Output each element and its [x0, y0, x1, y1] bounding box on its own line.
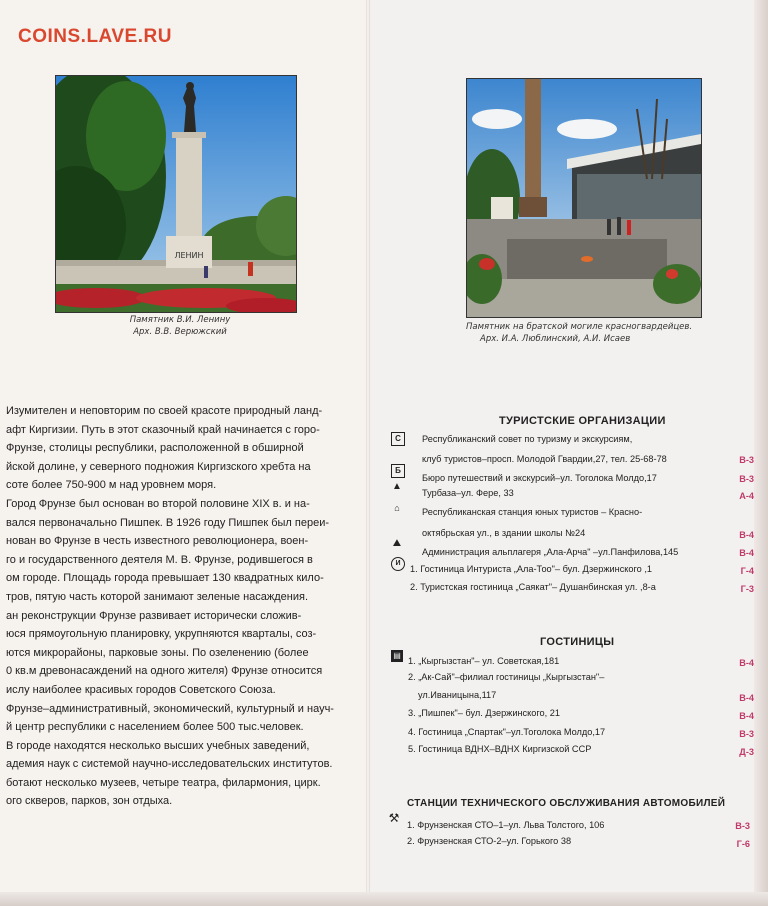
intro-line: тров, пятую часть которой занимают зеленые насаждения.	[6, 590, 309, 603]
intro-line: афт Киргизии. Путь в этот сказочный край начинается с горо-	[6, 423, 320, 436]
tent-icon: ▲	[392, 481, 402, 492]
intro-line: Фрунзе–административный, экономический, культурный и науч-	[6, 702, 334, 715]
tourist-org-1-grid: В-3	[739, 455, 754, 465]
tourist-org-5: Администрация альплагеря „Ала-Арча" –ул.Панфилова,145	[422, 547, 679, 557]
hotel-1: 1. „Кыргызстан"– ул. Советская,181	[408, 656, 560, 666]
tourist-org-4-line2: октябрьская ул., в здании школы №24	[422, 528, 586, 538]
intro-line: йской долине, у северного подножия Киргизского хребта на	[6, 460, 311, 473]
intro-line: вался первоначально Пишпек. В 1926 году Пишпек был переи-	[6, 516, 330, 529]
service-station-1-grid: В-3	[735, 821, 750, 831]
tourism-council-icon: C	[391, 432, 405, 446]
intro-line: Фрунзе, столицы республики, расположенной в обширной	[6, 442, 304, 455]
hotel-4-grid: В-3	[739, 729, 754, 739]
intro-text	[6, 402, 356, 811]
intro-line: Город Фрунзе был основан во второй половине XIX в. и на-	[6, 497, 310, 510]
memorial-image	[467, 79, 701, 317]
tourist-org-6: 1. Гостиница Интуриста „Ала-Тоо"– бул. Дзержинского ,1	[410, 564, 653, 574]
intro-line: го и государственного деятеля М. В. Фрунзе, родившегося в	[6, 553, 313, 566]
lenin-monument-image	[56, 76, 296, 312]
tourist-org-4-grid: В-4	[739, 530, 754, 540]
hotels-title: ГОСТИНИЦЫ	[540, 636, 615, 648]
intro-line: ан реконструкции Фрунзе развивает исторически сложив-	[6, 609, 302, 622]
lenin-photo-caption	[80, 314, 280, 338]
tourist-org-7: 2. Туристская гостиница „Саякат"– Душанбинская ул. ,8-а	[410, 582, 656, 592]
intourist-icon: И	[391, 557, 405, 571]
lenin-monument-photo	[55, 75, 297, 313]
tourist-org-2-grid: В-3	[739, 474, 754, 484]
intro-line: ислу наиболее красивых городов Советского Союза.	[6, 683, 276, 696]
page-fold	[366, 0, 370, 906]
tourist-org-5-grid: В-4	[739, 548, 754, 558]
hotel-icon: ▤	[391, 650, 403, 662]
intro-line: соте более 750-900 м над уровнем моря.	[6, 479, 217, 492]
caption-architect: Арх. В.В. Верюжский	[133, 327, 227, 337]
intro-line: ботают несколько музеев, четыре театра, филармония, цирк.	[6, 776, 321, 789]
hotel-2-line2: ул.Иваницына,117	[418, 690, 497, 700]
hotel-3: 3. „Пишпек"– бул. Дзержинского, 21	[408, 708, 560, 718]
intro-line: ом городе. Площадь города превышает 130 квадратных кило-	[6, 572, 324, 585]
tourist-org-7-grid: Г-3	[740, 584, 754, 594]
tourist-org-2: Бюро путешествий и экскурсий–ул. Тоголока Молдо,17	[422, 473, 657, 483]
intro-line: 0 кв.м древонасаждений на одного жителя) Фрунзе относится	[6, 665, 323, 678]
hotel-3-grid: В-4	[739, 711, 754, 721]
caption-architects: Арх. И.А. Люблинский, А.И. Исаев	[480, 334, 631, 344]
intro-line: й центр республики с населением более 500 тыс.человек.	[6, 721, 304, 734]
service-station-1: 1. Фрунзенская СТО–1–ул. Льва Толстого, 106	[407, 820, 605, 830]
intro-line: В городе находятся несколько высших учебных заведений,	[6, 739, 310, 752]
excursion-bureau-icon: Б	[391, 464, 405, 478]
intro-line: ются микрорайоны, парковые зоны. По озеленению (более	[6, 646, 309, 659]
service-station-2-grid: Г-6	[736, 839, 750, 849]
building-icon: ⌂	[394, 503, 400, 513]
mountain-flag-icon: ⛰	[392, 538, 402, 549]
watermark: COINS.LAVE.RU	[18, 26, 172, 47]
hotel-1-grid: В-4	[739, 658, 754, 668]
service-station-2: 2. Фрунзенская СТО-2–ул. Горького 38	[407, 836, 572, 846]
hotel-4: 4. Гостиница „Спартак"–ул.Тоголока Молдо,17	[408, 727, 606, 737]
tourist-org-6-grid: Г-4	[740, 566, 754, 576]
intro-line: ого скверов, парков, зон отдыха.	[6, 795, 173, 808]
tourist-org-1-line2: клуб туристов–просп. Молодой Гвардии,27, тел. 25-68-78	[422, 454, 667, 464]
wrench-icon: ⚒	[388, 811, 400, 825]
intro-line: нован во Фрунзе в честь известного революционера, воен-	[6, 535, 309, 548]
tourist-org-1-line1: Республиканский совет по туризму и экскурсиям,	[422, 434, 633, 444]
hotel-5: 5. Гостиница ВДНХ–ВДНХ Киргизской ССР	[408, 744, 592, 754]
hotel-2-grid: В-4	[739, 693, 754, 703]
intro-line: адемия наук с системой научно-исследовательских институтов.	[6, 758, 333, 771]
page-edge-right	[754, 0, 768, 906]
service-stations-title: СТАНЦИИ ТЕХНИЧЕСКОГО ОБСЛУЖИВАНИЯ АВТОМОБИЛЕЙ	[407, 798, 726, 809]
hotel-2-line1: 2. „Ак-Сай"–филиал гостиницы „Кыргызстан"–	[408, 672, 605, 682]
page-edge-bottom	[0, 892, 768, 906]
caption-title: Памятник В.И. Ленину	[129, 315, 231, 325]
intro-line: Изумителен и неповторим по своей красоте природный ланд-	[6, 405, 323, 417]
tourist-org-3: Турбаза–ул. Фере, 33	[422, 488, 514, 498]
tourist-orgs-title: ТУРИСТСКИЕ ОРГАНИЗАЦИИ	[499, 415, 666, 427]
memorial-photo-caption	[466, 321, 706, 345]
hotel-5-grid: Д-3	[739, 747, 754, 757]
intro-line: юся прямоугольную планировку, укрупняются кварталы, соз-	[6, 628, 317, 641]
tourist-org-4-line1: Республиканская станция юных туристов – Красно-	[422, 507, 643, 517]
pedestal-text: ЛЕНИН	[174, 251, 204, 260]
mass-grave-memorial-photo	[466, 78, 702, 318]
caption-title: Памятник на братской могиле красногвардейцев.	[466, 322, 693, 332]
tourist-org-3-grid: А-4	[739, 491, 754, 501]
